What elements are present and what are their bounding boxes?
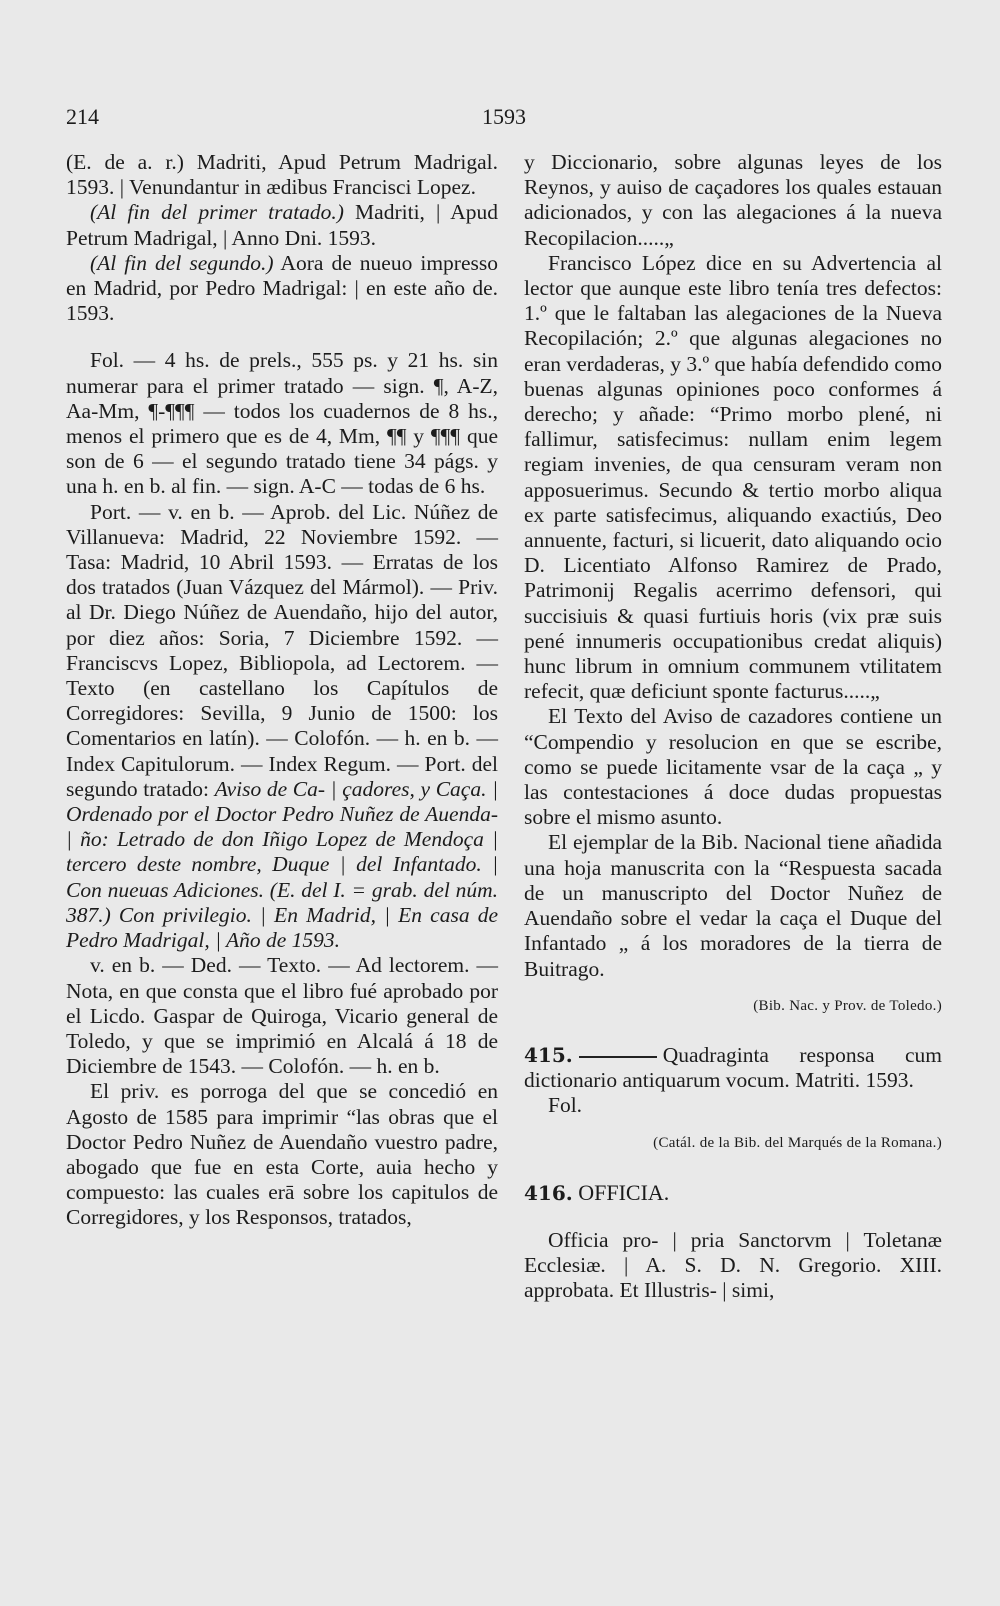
page-number: 214 [66,104,99,129]
source-note-toledo: (Bib. Nac. y Prov. de Toledo.) [753,997,942,1014]
collation-paragraph: Fol. — 4 hs. de prels., 555 ps. y 21 hs. sin numerar para el primer tratado — sign. ¶, A-Z, Aa-Mm, ¶-¶¶¶ — todos los cuadernos de 8 hs., menos el primero que es de 4, Mm, ¶¶ y ¶¶¶ que son de 6 — el segundo tratado tiene 34 págs. y una h. en b. al fin. — sign. A-C — todas de 6 hs. [66,348,498,499]
ejemplar-paragraph: El ejemplar de la Bib. Nacional tiene añadida una hoja manuscrita con la “Respuesta sacada de un manuscripto del Doctor Nuñez de Auendaño sobre el vedar la caça el Duque del Infantado „ á los moradores de la tierra de Buitrago. [524,830,942,981]
right-column [524,150,942,1304]
colophon-first-treatise: (Al fin del primer tratado.) Madriti, | Apud Petrum Madrigal, | Anno Dni. 1593. [66,200,498,250]
continuation-paragraph: y Diccionario, sobre algunas leyes de los Reynos, y auiso de caçadores los quales estauan adicionados, y con las alegaciones á la nueva Recopilacion.....„ [524,150,942,250]
advertencia-paragraph: Francisco López dice en su Advertencia al lector que aunque este libro tenía tres defectos: 1.º que le faltaban las alegaciones de la Nueva Recopilación; 2.º que algunas alegaciones no eran verdaderas, y 3.º que había defendido como buenas algunas opiniones poco conformes á derecho; y añade: “Primo morbo plené, ni fallimur, satisfecimus: nullam enim legem regiam invenies, de qua censuram veram non apposuerimus. Secundo & tertio morbo aliqua ex parte satisfecimus, aliquando exactiús, Deo annuente, facturi, si licuerit, dato aliquando ocio D. Licentiato Alfonso Ramirez de Prado, Patrimonij Regalis acerrimo defensori, qui succisiuis & quasi furtiuis horis (vix præ suis pené innumeris occupationibus credat aliquis) hunc librum in omnium communem vtilitatem refecit, quæ deficiunt sponte facturus.....„ [524,250,942,704]
ditto-rule [579,1056,657,1058]
entry-number: 415. [524,1042,573,1067]
source-note-romana: (Catál. de la Bib. del Marqués de la Romana.) [653,1134,942,1151]
entry-415-format: Fol. [548,1093,583,1118]
entry-number: 416. [524,1180,573,1205]
running-year: 1593 [482,104,526,129]
entry-title: OFFICIA. [578,1179,670,1205]
left-column [66,150,498,1231]
imprint-paragraph: (E. de a. r.) Madriti, Apud Petrum Madrigal. 1593. | Venundantur in ædibus Francisci Lopez. [66,150,498,200]
second-treatise-contents: v. en b. — Ded. — Texto. — Ad lectorem. — Nota, en que consta que el libro fué aprobado por el Licdo. Gaspar de Quiroga, Vicario general de Toledo, y que se imprimió en Alcalá á 18 de Diciembre de 1543. — Colofón. — h. en b. [66,953,498,1079]
running-header [66,104,940,140]
entry-416 [524,1180,942,1206]
privilege-paragraph: El priv. es porroga del que se concedió en Agosto de 1585 para imprimir “las obras que el Doctor Pedro Nuñez de Auendaño vuestro padre, abogado que fue en esta Corte, auia hecho y compuesto: las cuales erā sobre los capitulos de Corregidores, y los Responsos, tratados, [66,1079,498,1230]
contents-paragraph: Port. — v. en b. — Aprob. del Lic. Núñez de Villanueva: Madrid, 22 Noviembre 1592. — Tasa: Madrid, 10 Abril 1593. — Erratas de los dos tratados (Juan Vázquez del Mármol). — Priv. al Dr. Diego Núñez de Auendaño, hijo del autor, por diez años: Soria, 7 Diciembre 1592. — Franciscvs Lopez, Bibliopola, ad Lectorem. — Texto (en castellano los Capítulos de Corregidores: Sevilla, 9 Junio de 1500: los Comentarios en latín). — Colofón. — h. en b. — Index Capitulorum. — Index Regum. — Port. del segundo tratado: Aviso de Ca- | çadores, y Caça. | Ordenado por el Doctor Pedro Nuñez de Auenda- | ño: Letrado de don Iñigo Lopez de Mendoça | tercero deste nombre, Duque | del Infantado. | Con nueuas Adiciones. (E. del I. = grab. del núm. 387.) Con privilegio. | En Madrid, | En casa de Pedro Madrigal, | Año de 1593. [66,499,499,953]
entry-416-text: Officia pro- | pria Sanctorvm | Toletanæ Ecclesiæ. | A. S. D. N. Gregorio. XIII. approbata. Et Illustris- | simi, [524,1227,942,1303]
texto-paragraph: El Texto del Aviso de cazadores contiene un “Compendio y resolucion en que se escribe, como se puede licitamente vsar de la caça „ y las contestaciones á doce dudas propuestas sobre el mismo asunto. [524,704,942,830]
colophon-second-treatise: (Al fin del segundo.) Aora de nueuo impresso en Madrid, por Pedro Madrigal: | en este año de. 1593. [66,250,498,326]
entry-415: 415. Quadraginta responsa cum dictionario antiquarum vocum. Matriti. 1593. [524,1042,942,1093]
